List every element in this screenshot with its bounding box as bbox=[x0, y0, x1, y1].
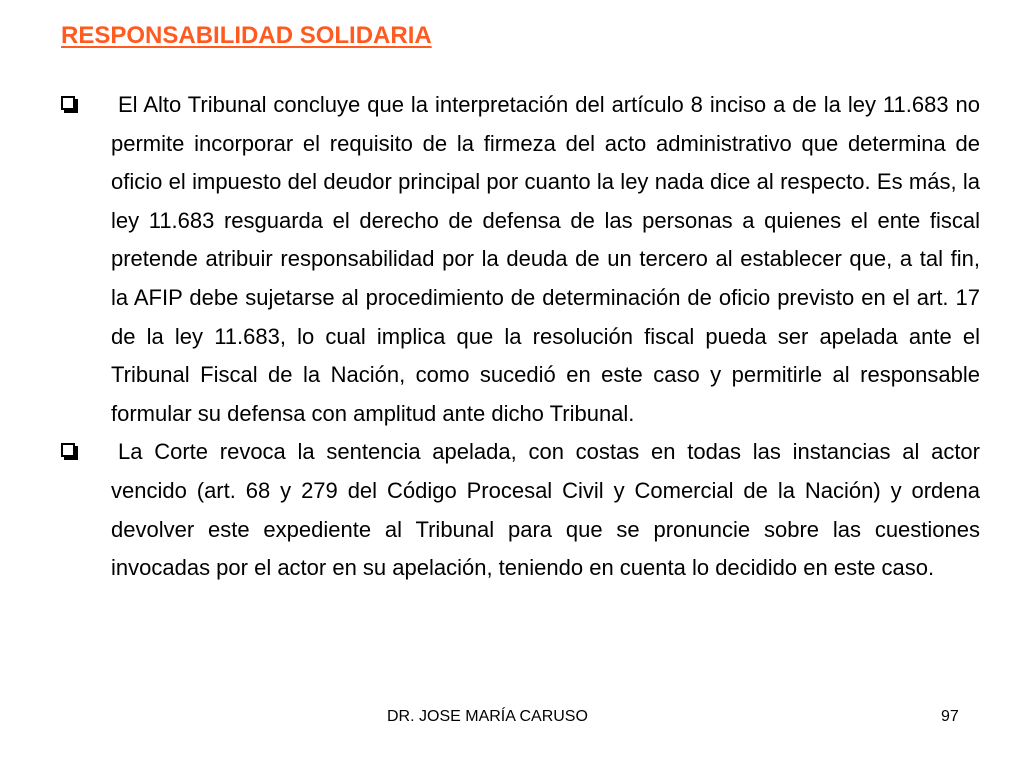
bullet-text-2: La Corte revoca la sentencia apelada, con costas en todas las instancias al actor vencido (art. 68 y 279 del Código Procesal Civil y Comercial de la Nación) y ordena devolver este expediente al Tribunal para que se pronuncie sobre las cuestiones invocadas por el actor en su apelación, teniendo en cuenta lo decidido en este caso. bbox=[111, 439, 980, 581]
bullet-item-2 bbox=[60, 433, 980, 587]
bullet-item-1 bbox=[60, 86, 980, 433]
page-number: 97 bbox=[941, 708, 959, 725]
bullet-text-1: El Alto Tribunal concluye que la interpretación del artículo 8 inciso a de la ley 11.683 no permite incorporar el requisito de la firmeza del acto administrativo que determina de oficio el impuesto del deudor principal por cuanto la ley nada dice al respecto. Es más, la ley 11.683 resguarda el derecho de defensa de las personas a quienes el ente fiscal pretende atribuir responsabilidad por la deuda de un tercero al establecer que, a tal fin, la AFIP debe sujetarse al procedimiento de determinación de oficio previsto en el art. 17 de la ley 11.683, lo cual implica que la resolución fiscal pueda ser apelada ante el Tribunal Fiscal de la Nación, como sucedió en este caso y permitirle al responsable formular su defensa con amplitud ante dicho Tribunal. bbox=[111, 92, 980, 426]
slide-title: RESPONSABILIDAD SOLIDARIA bbox=[61, 22, 432, 49]
checkbox-bullet-icon bbox=[61, 443, 75, 457]
slide-body bbox=[60, 86, 980, 588]
footer-author: DR. JOSE MARÍA CARUSO bbox=[387, 708, 588, 725]
checkbox-bullet-icon bbox=[61, 96, 75, 110]
